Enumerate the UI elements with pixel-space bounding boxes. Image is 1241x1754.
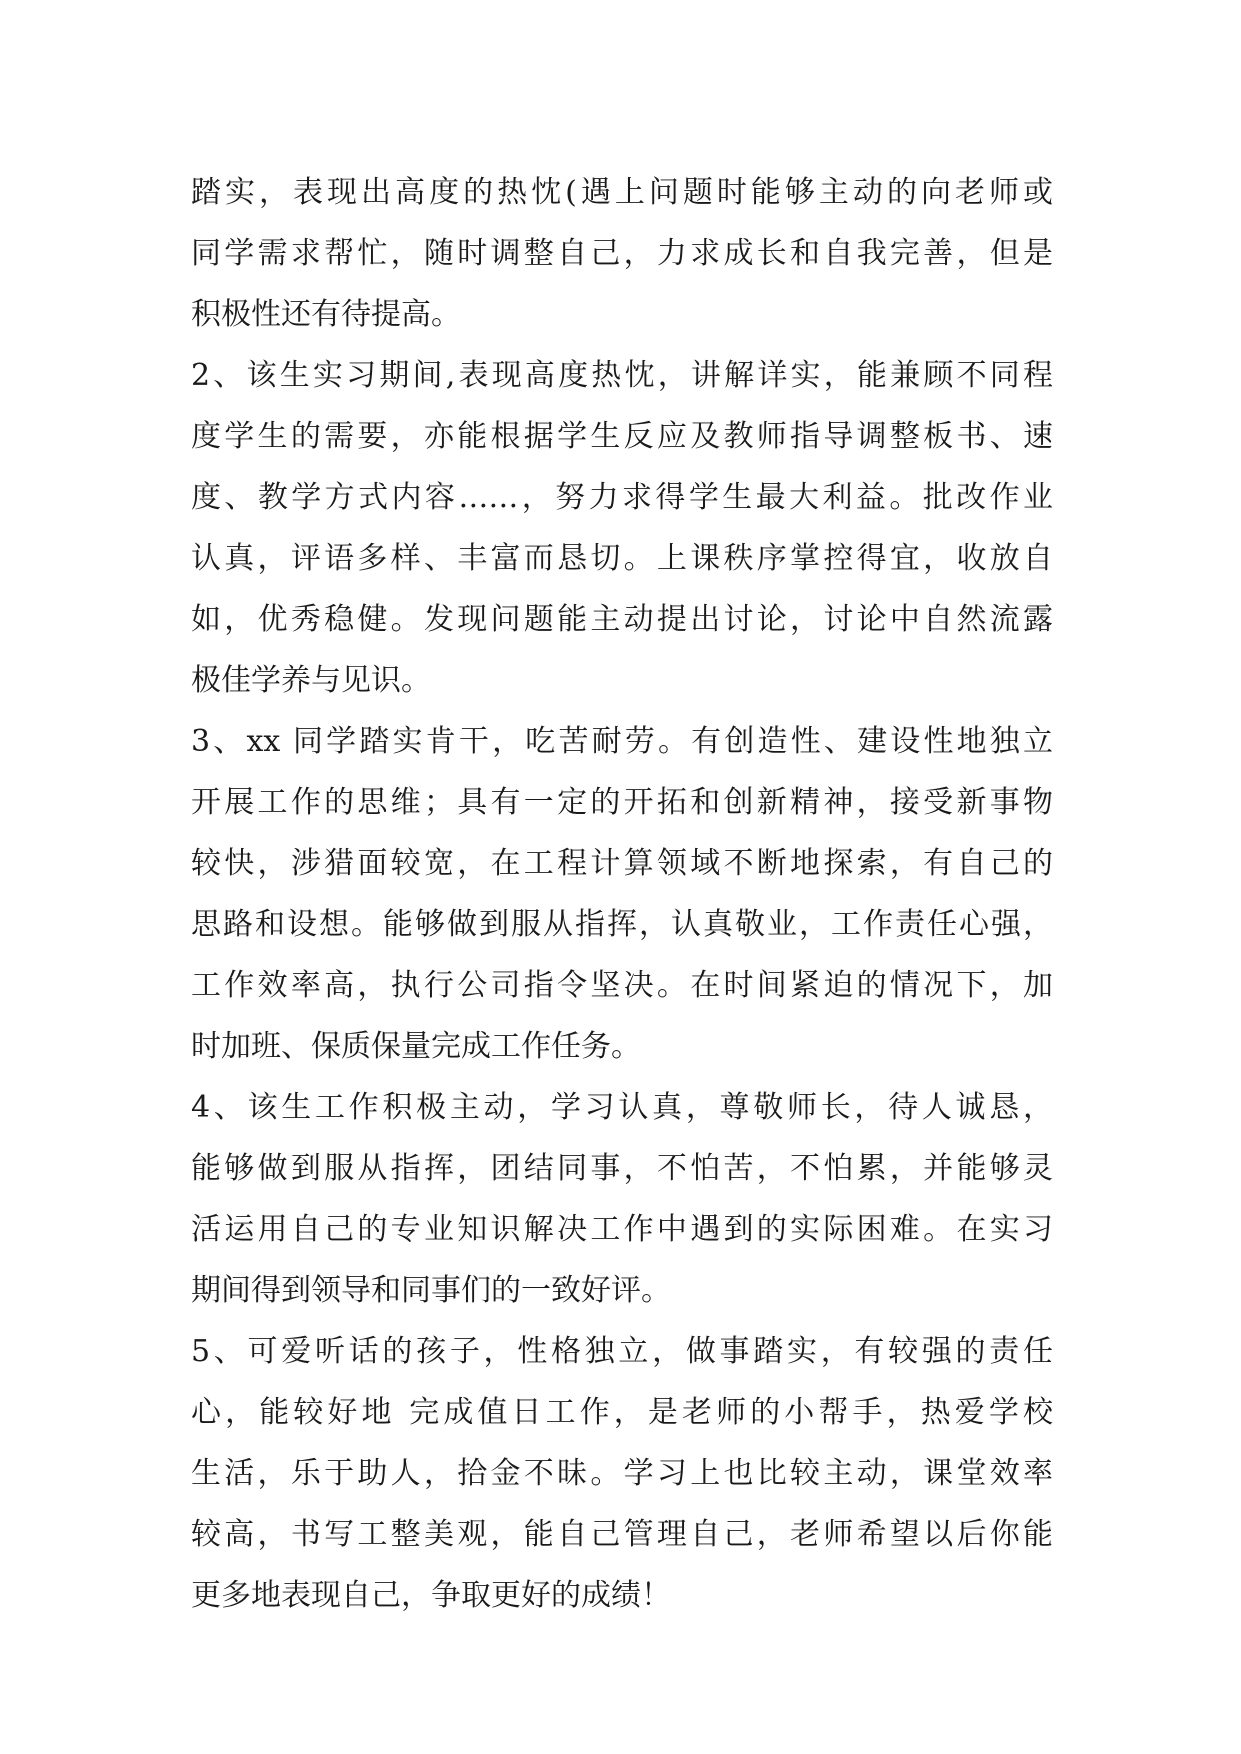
text-line: 更多地表现自己，争取更好的成绩！ xyxy=(191,1578,671,1613)
text-line: 如，优秀稳健。发现问题能主动提出讨论，讨论中自然流露 xyxy=(191,602,1053,637)
paragraph-5 xyxy=(191,1321,1053,1626)
text-line: 能够做到服从指挥，团结同事，不怕苦，不怕累，并能够灵 xyxy=(191,1151,1053,1186)
text-line: 认真，评语多样、丰富而恳切。上课秩序掌控得宜，收放自 xyxy=(191,541,1053,576)
text-line: 5、可爱听话的孩子，性格独立，做事踏实，有较强的责任 xyxy=(191,1334,1053,1369)
document-body xyxy=(191,162,1053,1626)
text-line: 同学需求帮忙，随时调整自己，力求成长和自我完善，但是 xyxy=(191,236,1053,271)
text-line: 较快，涉猎面较宽，在工程计算领域不断地探索，有自己的 xyxy=(191,846,1053,881)
text-line: 较高，书写工整美观，能自己管理自己，老师希望以后你能 xyxy=(191,1517,1053,1552)
text-line: 度、教学方式内容……，努力求得学生最大利益。批改作业 xyxy=(191,480,1053,515)
text-line: 思路和设想。能够做到服从指挥，认真敬业，工作责任心强， xyxy=(191,907,1053,942)
text-line: 生活，乐于助人，拾金不昧。学习上也比较主动，课堂效率 xyxy=(191,1456,1053,1491)
text-line: 期间得到领导和同事们的一致好评。 xyxy=(191,1273,671,1308)
text-line: 积极性还有待提高。 xyxy=(191,297,461,332)
paragraph-2 xyxy=(191,345,1053,711)
text-line: 开展工作的思维；具有一定的开拓和创新精神，接受新事物 xyxy=(191,785,1053,820)
text-line: 时加班、保质保量完成工作任务。 xyxy=(191,1029,641,1064)
text-line: 2、该生实习期间,表现高度热忱，讲解详实，能兼顾不同程 xyxy=(191,358,1053,393)
text-line: 度学生的需要，亦能根据学生反应及教师指导调整板书、速 xyxy=(191,419,1053,454)
paragraph-1 xyxy=(191,162,1053,345)
text-line: 4、该生工作积极主动，学习认真，尊敬师长，待人诚恳， xyxy=(191,1090,1053,1125)
text-line: 活运用自己的专业知识解决工作中遇到的实际困难。在实习 xyxy=(191,1212,1053,1247)
text-line: 极佳学养与见识。 xyxy=(191,663,431,698)
text-line: 踏实，表现出高度的热忱(遇上问题时能够主动的向老师或 xyxy=(191,175,1053,210)
paragraph-4 xyxy=(191,1077,1053,1321)
text-line: 3、xx 同学踏实肯干，吃苦耐劳。有创造性、建设性地独立 xyxy=(191,724,1053,759)
text-line: 工作效率高，执行公司指令坚决。在时间紧迫的情况下，加 xyxy=(191,968,1053,1003)
paragraph-3 xyxy=(191,711,1053,1077)
text-line: 心，能较好地 完成值日工作，是老师的小帮手，热爱学校 xyxy=(191,1395,1053,1430)
